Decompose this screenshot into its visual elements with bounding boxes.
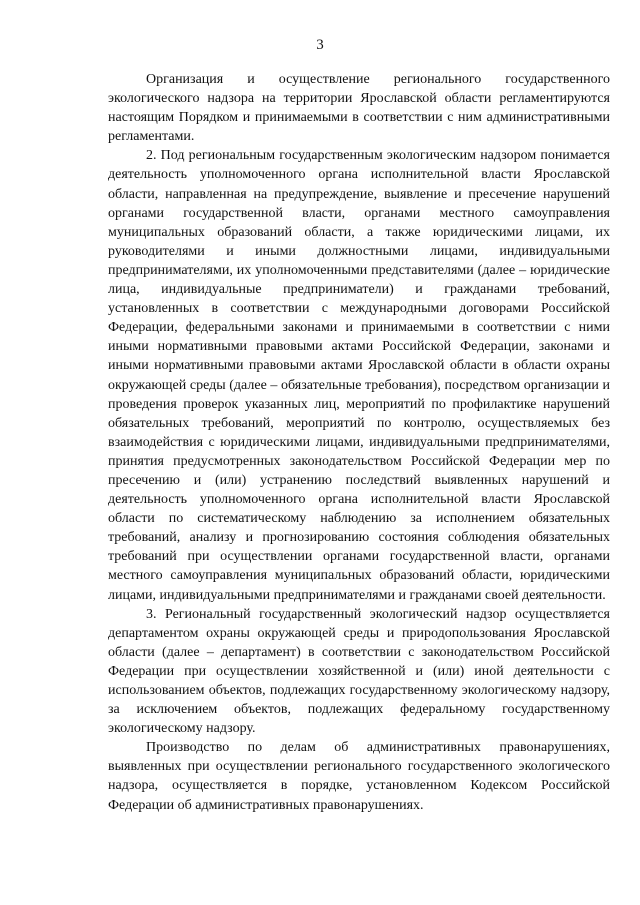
- page-number: 3: [316, 37, 324, 53]
- paragraph-item-3: 3. Региональный государственный экологический надзор осуществляется департаментом охраны окружающей среды и природопользования Ярославской области (далее – департамент) в соответствии с законодательством Российской Федерации при осуществлении хозяйственной и (или) иной деятельности с использованием объектов, подлежащих государственному экологическому надзору, за исключением объектов, подлежащих федеральному государственному экологическому надзору.: [108, 606, 610, 737]
- document-body: [108, 70, 610, 815]
- paragraph-item-2: 2. Под региональным государственным экологическим надзором понимается деятельность уполномоченного органа исполнительной власти Ярославской области, направленная на предупреждение, выявление и пресечение нарушений органами государственной власти, органами местного самоуправления муниципальных образований области, а также юридическими лицами, их руководителями и иными должностными лицами, индивидуальными предпринимателями, их уполномоченными представителями (далее – юридические лица, индивидуальные предприниматели) и гражданами требований, установленных в соответствии с международными договорами Российской Федерации, федеральными законами и принимаемыми в соответствии с ними иными нормативными правовыми актами Российской Федерации, законами и иными нормативными правовыми актами Ярославской области в области охраны окружающей среды (далее – обязательные требования), посредством организации и проведения проверок указанных лиц, мероприятий по профилактике нарушений обязательных требований, мероприятий по контролю, осуществляемых без взаимодействия с юридическими лицами, индивидуальными предпринимателями, принятия предусмотренных законодательством Российской Федерации мер по пресечению и (или) устранению последствий выявленных нарушений и деятельность уполномоченного органа исполнительной власти Ярославской области по систематическому наблюдению за исполнением обязательных требований, анализу и прогнозированию состояния соблюдения обязательных требований при осуществлении органами государственной власти, органами местного самоуправления муниципальных образований области, юридическими лицами, индивидуальными предпринимателями и гражданами своей деятельности.: [108, 148, 610, 603]
- paragraph-intro: Организация и осуществление регионального государственного экологического надзора на территории Ярославской области регламентируются настоящим Порядком и принимаемыми в соответствии с ним административными регламентами.: [108, 72, 610, 145]
- paragraph-proceedings: Производство по делам об административных правонарушениях, выявленных при осуществлении регионального государственного экологического надзора, осуществляется в порядке, установленном Кодексом Российской Федерации об административных правонарушениях.: [108, 740, 610, 813]
